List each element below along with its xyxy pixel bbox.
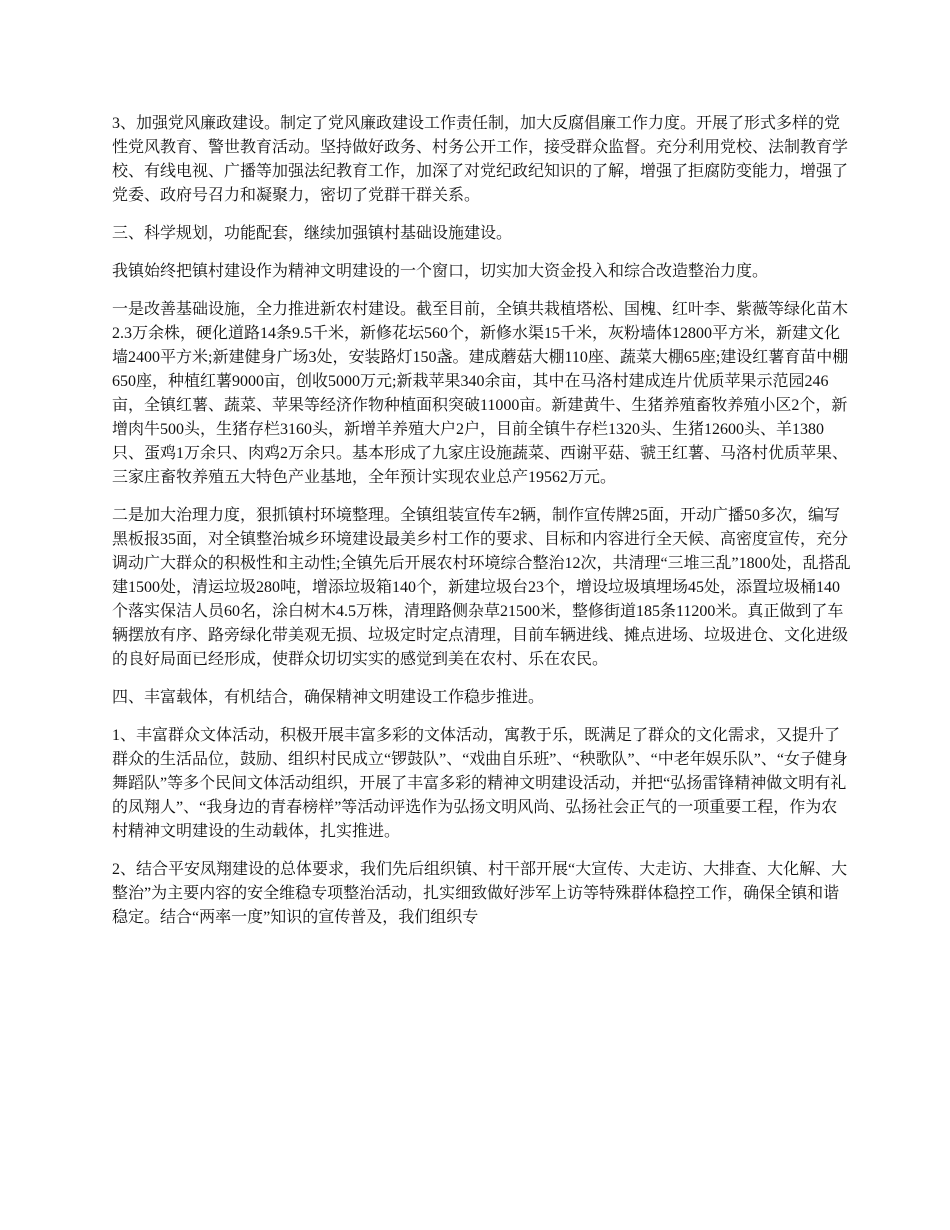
paragraph-environment-rectification: 二是加大治理力度，狠抓镇村环境整理。全镇组装宣传车2辆，制作宣传牌25面，开动广播50多次，编写黑板报35面，对全镇整治城乡环境建设最美乡村工作的要求、目标和内容进行全天候、高密度宣传，充分调动广大群众的积极性和主动性;全镇先后开展农村环境综合整治12次，共清理“三堆三乱”1800处，乱搭乱建1500处，清运垃圾280吨，增添垃圾箱140个，新建垃圾台23个，增设垃圾填埋场45处，添置垃圾桶140个落实保洁人员60名，涂白树木4.5万株，清理路侧杂草21500米，整修街道185条11200米。真正做到了车辆摆放有序、路旁绿化带美观无损、垃圾定时定点清理，目前车辆进线、摊点进场、垃圾进仓、文化进级的良好局面已经形成，使群众切切实实的感觉到美在农村、乐在农民。: [112, 507, 851, 668]
heading-enrich-carriers: 四、丰富载体，有机结合，确保精神文明建设工作稳步推进。: [112, 689, 545, 706]
paragraph-party-conduct: 3、加强党风廉政建设。制定了党风廉政建设工作责任制，加大反腐倡廉工作力度。开展了形式多样的党性党风教育、警世教育活动。坚持做好政务、村务公开工作，接受群众监督。充分利用党校、法制教育学校、有线电视、广播等加强法纪教育工作，加深了对党纪政纪知识的了解，增强了拒腐防变能力，增强了党委、政府号召力和凝聚力，密切了党群干群关系。: [112, 115, 849, 204]
paragraph-cultural-activities: 1、丰富群众文体活动，积极开展丰富多彩的文体活动，寓教于乐，既满足了群众的文化需求，又提升了群众的生活品位，鼓励、组织村民成立“锣鼓队”、“戏曲自乐班”、“秧歌队”、“中老年娱乐队”、“女子健身舞蹈队”等多个民间文体活动组织，开展了丰富多彩的精神文明建设活动，并把“弘扬雷锋精神做文明有礼的凤翔人”、“我身边的青春榜样”等活动评选作为弘扬文明风尚、弘扬社会正气的一项重要工程，作为农村精神文明建设的生动载体，扎实推进。: [112, 727, 848, 840]
paragraph-town-construction: 我镇始终把镇村建设作为精神文明建设的一个窗口，切实加大资金投入和综合改造整治力度。: [112, 263, 769, 280]
heading-infrastructure: 三、科学规划，功能配套，继续加强镇村基础设施建设。: [112, 225, 513, 242]
paragraph-new-rural-construction: 一是改善基础设施，全力推进新农村建设。截至目前，全镇共栽植塔松、国槐、红叶李、紫薇等绿化苗木2.3万余株，硬化道路14条9.5千米，新修花坛560个，新修水渠15千米，灰粉墙体12800平方米，新建文化墙2400平方米;新建健身广场3处，安装路灯150盏。建成蘑菇大棚110座、蔬菜大棚65座;建设红薯育苗中棚650座，种植红薯9000亩，创收5000万元;新栽苹果340余亩，其中在马洛村建成连片优质苹果示范园246亩，全镇红薯、蔬菜、苹果等经济作物种植面积突破11000亩。新建黄牛、生猪养殖畜牧养殖小区2个，新增肉牛500头，生猪存栏3160头，新增羊养殖大户2户，目前全镇牛存栏1320头、生猪12600头、羊1380只、蛋鸡1万余只、肉鸡2万余只。基本形成了九家庄设施蔬菜、西谢平菇、虢王红薯、马洛村优质苹果、三家庄畜牧养殖五大特色产业基地，全年预计实现农业总产19562万元。: [112, 301, 849, 486]
document-page: [112, 112, 852, 944]
paragraph-safety-stability: 2、结合平安凤翔建设的总体要求，我们先后组织镇、村干部开展“大宣传、大走访、大排查、大化解、大整治”为主要内容的安全维稳专项整治活动，扎实细致做好涉军上访等特殊群体稳控工作，确保全镇和谐稳定。结合“两率一度”知识的宣传普及，我们组织专: [112, 861, 848, 926]
